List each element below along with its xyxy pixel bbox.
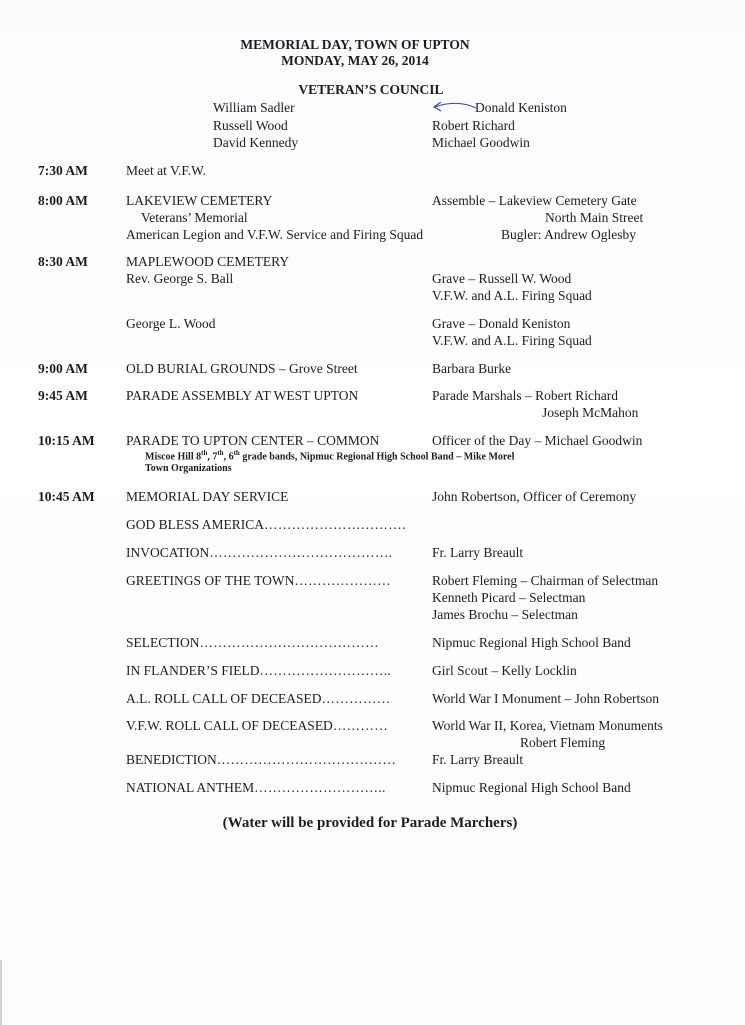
event-title: OLD BURIAL GROUNDS – Grove Street (126, 361, 358, 376)
time-label: 10:15 AM (38, 433, 95, 448)
event-title: LAKEVIEW CEMETERY (126, 193, 273, 208)
event-right-detail: Grave – Russell W. Wood (432, 271, 572, 286)
handwritten-arrow-icon (430, 99, 480, 115)
event-right-detail: Parade Marshals – Robert Richard (432, 388, 618, 403)
council-member: David Kennedy (213, 135, 299, 150)
council-member: Robert Richard (432, 118, 515, 133)
time-label: 8:30 AM (38, 254, 88, 269)
time-label: 8:00 AM (38, 193, 88, 208)
event-right-detail: Bugler: Andrew Oglesby (501, 227, 636, 242)
event-title: Meet at V.F.W. (126, 163, 207, 178)
service-item: GOD BLESS AMERICA…………………………. (126, 517, 406, 532)
service-performer: Fr. Larry Breault (432, 545, 524, 560)
service-item: SELECTION………………………………… (126, 635, 379, 650)
service-item: A.L. ROLL CALL OF DECEASED…………… (126, 691, 391, 706)
service-item: GREETINGS OF THE TOWN………………… (126, 573, 391, 588)
parade-bands-line: Miscoe Hill 8th, 7th, 6th grade bands, Nipmuc Regional High School Band – Mike Morel (145, 449, 515, 463)
service-performer: Nipmuc Regional High School Band (432, 780, 631, 795)
program-title: MEMORIAL DAY, TOWN OF UPTON (240, 37, 470, 52)
program-date: MONDAY, MAY 26, 2014 (281, 53, 429, 68)
service-performer: Kenneth Picard – Selectman (432, 590, 586, 605)
service-performer: James Brochu – Selectman (432, 607, 578, 622)
event-title: PARADE TO UPTON CENTER – COMMON (126, 433, 380, 448)
event-right-detail: John Robertson, Officer of Ceremony (432, 489, 637, 504)
event-right-detail: Officer of the Day – Michael Goodwin (432, 433, 643, 448)
council-heading: VETERAN’S COUNCIL (298, 82, 444, 97)
event-right-detail: North Main Street (545, 210, 644, 225)
event-title: MAPLEWOOD CEMETERY (126, 254, 290, 269)
event-detail: American Legion and V.F.W. Service and Firing Squad (126, 227, 424, 242)
service-item: IN FLANDER’S FIELD……………………….. (126, 663, 392, 678)
council-member: Michael Goodwin (432, 135, 530, 150)
event-right-detail: Joseph McMahon (542, 405, 639, 420)
service-item: BENEDICTION………………………………… (126, 752, 397, 767)
service-performer: World War I Monument – John Robertson (432, 691, 660, 706)
event-detail: Rev. George S. Ball (126, 271, 234, 286)
event-title: PARADE ASSEMBLY AT WEST UPTON (126, 388, 359, 403)
service-performer: Girl Scout – Kelly Locklin (432, 663, 577, 678)
service-performer: Nipmuc Regional High School Band (432, 635, 631, 650)
service-performer: Robert Fleming – Chairman of Selectman (432, 573, 659, 588)
service-item: NATIONAL ANTHEM……………………….. (126, 780, 386, 795)
event-right-detail: V.F.W. and A.L. Firing Squad (432, 288, 592, 303)
time-label: 10:45 AM (38, 489, 95, 504)
event-title: MEMORIAL DAY SERVICE (126, 489, 289, 504)
service-performer: Robert Fleming (520, 735, 606, 750)
service-item: V.F.W. ROLL CALL OF DECEASED………… (126, 718, 389, 733)
event-subtitle: Veterans’ Memorial (141, 210, 248, 225)
footer-note: (Water will be provided for Parade Marchers) (222, 815, 518, 831)
time-label: 9:00 AM (38, 361, 88, 376)
council-member: Russell Wood (213, 118, 288, 133)
time-label: 7:30 AM (38, 163, 88, 178)
event-right-detail: Barbara Burke (432, 361, 512, 376)
event-right-detail: Assemble – Lakeview Cemetery Gate (432, 193, 637, 208)
parade-orgs-line: Town Organizations (145, 463, 232, 474)
council-member: Donald Keniston (475, 100, 567, 115)
scan-edge-divider (0, 960, 2, 1025)
service-performer: Fr. Larry Breault (432, 752, 524, 767)
event-detail: George L. Wood (126, 316, 216, 331)
time-label: 9:45 AM (38, 388, 88, 403)
event-right-detail: Grave – Donald Keniston (432, 316, 571, 331)
service-item: INVOCATION…………………………………. (126, 545, 393, 560)
event-right-detail: V.F.W. and A.L. Firing Squad (432, 333, 592, 348)
service-performer: World War II, Korea, Vietnam Monuments (432, 718, 663, 733)
council-member: William Sadler (213, 100, 295, 115)
